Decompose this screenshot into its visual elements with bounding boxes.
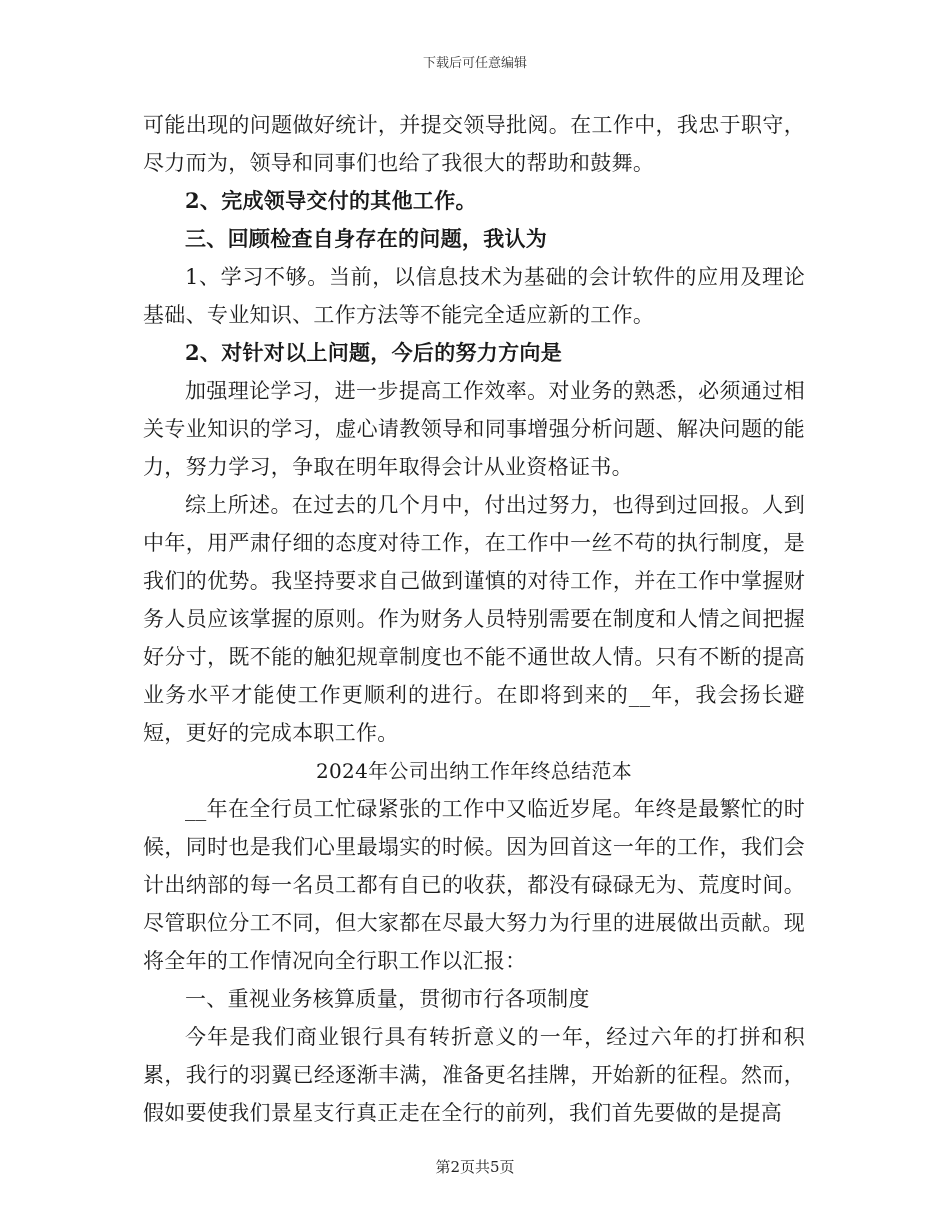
paragraph-summary: 综上所述。在过去的几个月中，付出过努力，也得到过回报。人到中年，用严肃仔细的态度对待工作，在工作中一丝不苟的执行制度，是我们的优势。我坚持要求自己做到谨慎的对待工作，并在工作中掌握财务人员应该掌握的原则。作为财务人员特别需要在制度和人情之间把握好分寸，既不能的触犯规章制度也不能不通世故人情。只有不断的提高业务水平才能使工作更顺利的进行。在即将到来的__年，我会扬长避短，更好的完成本职工作。: [143, 493, 805, 745]
page-header: 下载后可任意编辑: [422, 56, 527, 71]
paragraph-theory-study: 加强理论学习，进一步提高工作效率。对业务的熟悉，必须通过相关专业知识的学习，虚心请教领导和同事增强分析问题、解决问题的能力，努力学习，争取在明年取得会计从业资格证书。: [143, 379, 805, 479]
document-body: [143, 106, 805, 1132]
section-heading-3: 三、回顾检查自身存在的问题，我认为: [185, 226, 548, 251]
section-heading-1: 一、重视业务核算质量，贯彻市行各项制度: [185, 987, 590, 1011]
document-title: 2024年公司出纳工作年终总结范本: [316, 759, 632, 783]
paragraph-learning: 1、学习不够。当前，以信息技术为基础的会计软件的应用及理论基础、专业知识、工作方法等不能完全适应新的工作。: [143, 265, 805, 327]
paragraph-intro: __年在全行员工忙碌紧张的工作中又临近岁尾。年终是最繁忙的时候，同时也是我们心里最塌实的时候。因为回首这一年的工作，我们会计出纳部的每一名员工都有自已的收获，都没有碌碌无为、荒度时间。尽管职位分工不同，但大家都在尽最大努力为行里的进展做出贡献。现将全年的工作情况向全行职工作以汇报：: [143, 797, 805, 973]
item-heading-direction: 2、对针对以上问题，今后的努力方向是: [185, 340, 563, 365]
page-footer: 第2页共5页: [435, 1158, 515, 1176]
paragraph-continuation: 可能出现的问题做好统计，并提交领导批阅。在工作中，我忠于职守，尽力而为，领导和同事们也给了我很大的帮助和鼓舞。: [143, 113, 805, 175]
item-heading-2: 2、完成领导交付的其他工作。: [185, 188, 477, 213]
paragraph-bank-year: 今年是我们商业银行具有转折意义的一年，经过六年的打拼和积累，我行的羽翼已经逐渐丰满，准备更名挂牌，开始新的征程。然而，假如要使我们景星支行真正走在全行的前列，我们首先要做的是提高: [143, 1025, 805, 1125]
